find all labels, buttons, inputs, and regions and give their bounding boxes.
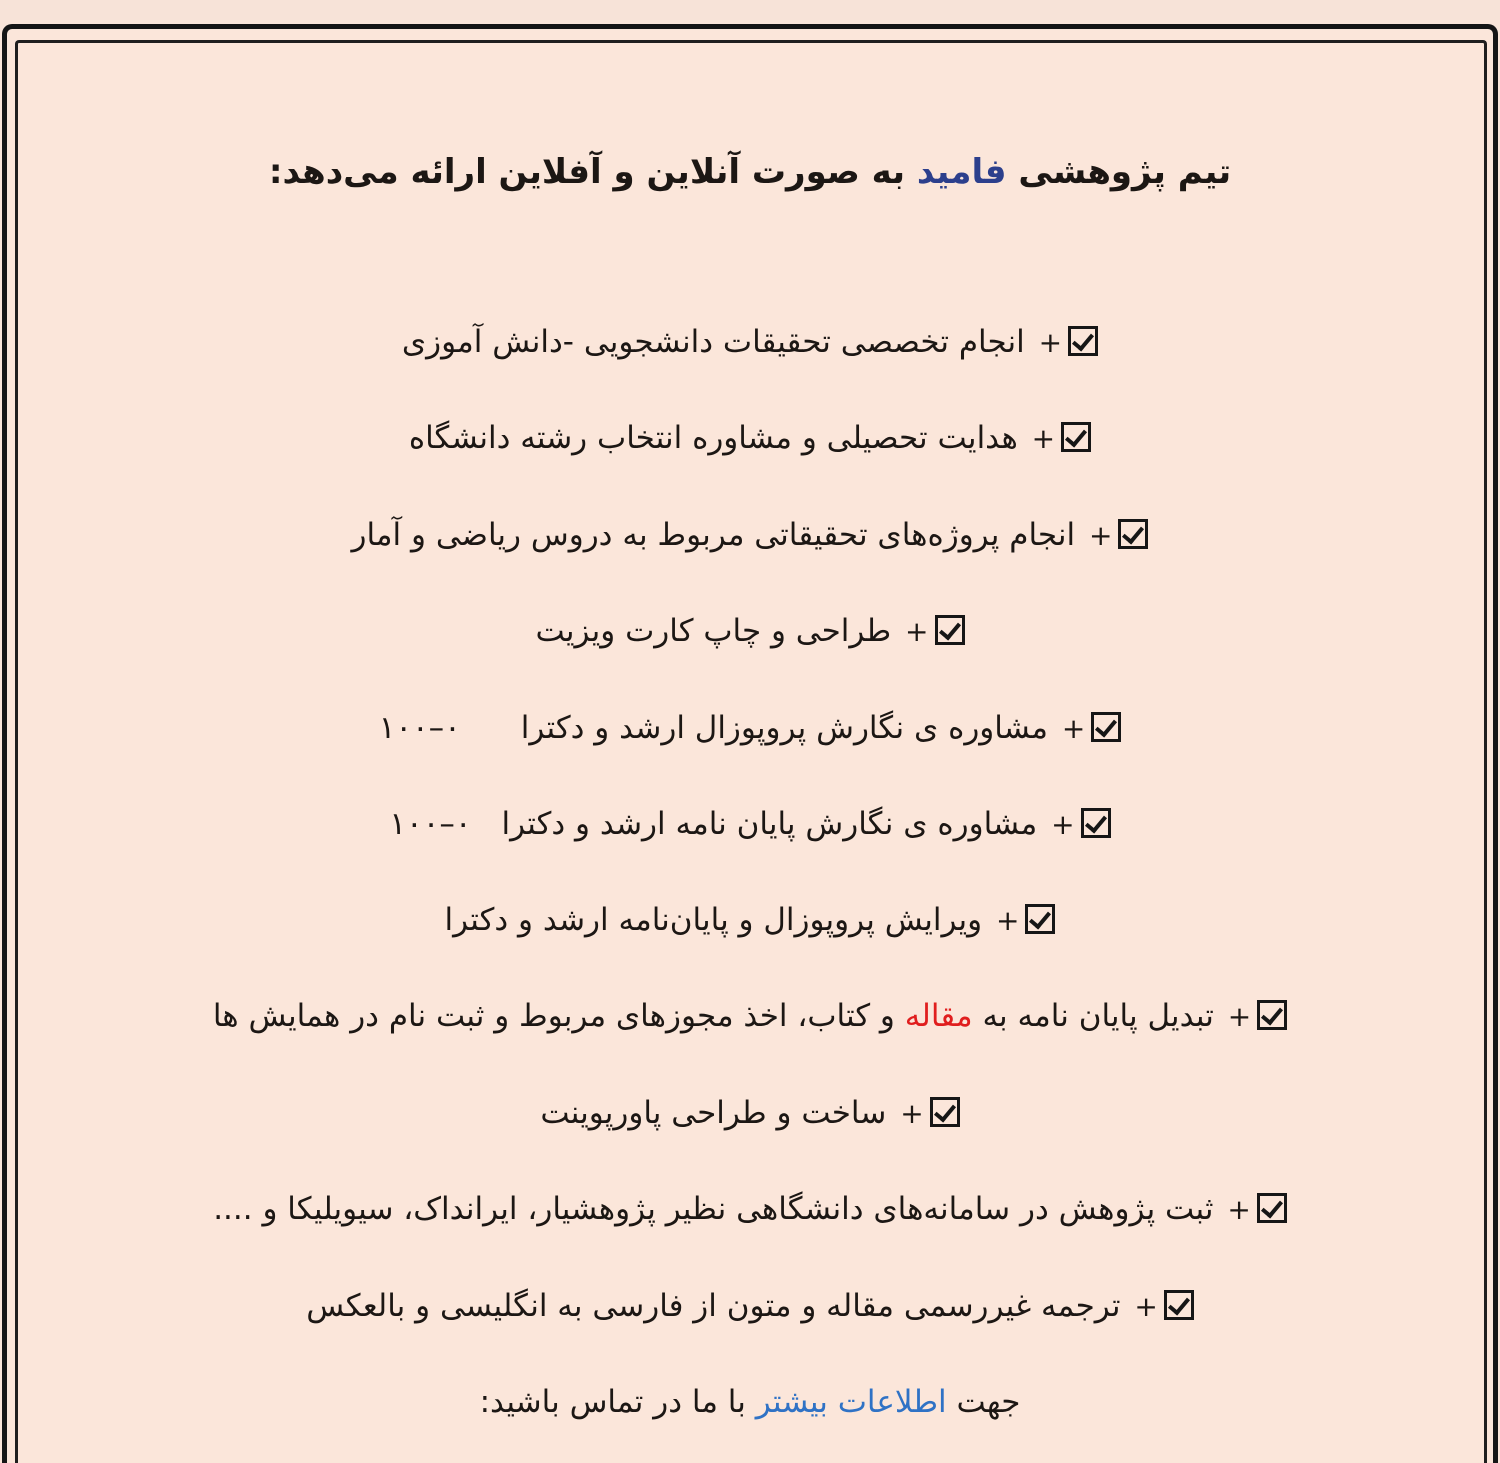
service-range: ۰–۱۰۰: [378, 710, 461, 746]
service-text: ساخت و طراحی پاورپوینت: [540, 1095, 887, 1131]
service-item: [0, 800, 1500, 849]
check-box-icon: [1081, 808, 1111, 838]
brand-name: فامید: [916, 152, 1007, 192]
service-text: انجام تخصصی تحقیقات دانشجویی -دانش آموزی: [401, 324, 1025, 360]
service-text: طراحی و چاپ کارت ویزیت: [535, 613, 892, 649]
service-item: [0, 704, 1500, 753]
service-item: [0, 992, 1500, 1041]
top-strip: [0, 0, 1500, 20]
plus-sign: +: [1051, 808, 1075, 841]
service-text: مشاوره ی نگارش پایان نامه ارشد و دکترا: [501, 806, 1038, 842]
service-text-before: تبدیل پایان نامه به: [982, 998, 1214, 1034]
plus-sign: +: [1227, 1000, 1252, 1033]
check-box-icon: [1068, 326, 1098, 356]
service-text: مشاوره ی نگارش پروپوزال ارشد و دکترا: [520, 710, 1048, 746]
service-item: [0, 896, 1500, 945]
plus-sign: +: [996, 904, 1020, 937]
service-item: [0, 607, 1500, 656]
check-box-icon: [930, 1097, 960, 1127]
service-item: [0, 1089, 1500, 1138]
contact-highlight: اطلاعات بیشتر: [755, 1384, 947, 1420]
service-item: [0, 1185, 1500, 1234]
check-box-icon: [1257, 1193, 1287, 1223]
plus-sign: +: [1061, 712, 1086, 745]
service-item: [0, 1282, 1500, 1331]
service-text: ترجمه غیررسمی مقاله و متون از فارسی به انگلیسی و بالعکس: [306, 1288, 1121, 1324]
title-part-1: تیم پژوهشی: [1018, 152, 1232, 192]
check-box-icon: [1257, 1000, 1287, 1030]
highlight-article: مقاله: [904, 998, 973, 1034]
service-text: ثبت پژوهش در سامانه‌های دانشگاهی نظیر پژوهشیار، ایرانداک، سیویلیکا و ....: [213, 1191, 1214, 1227]
check-box-icon: [935, 615, 965, 645]
plus-sign: +: [905, 615, 929, 648]
service-text-after: و کتاب، اخذ مجوزهای مربوط و ثبت نام در همایش ها: [212, 998, 895, 1034]
service-text: هدایت تحصیلی و مشاوره انتخاب رشته دانشگاه: [408, 420, 1018, 456]
service-text: ویرایش پروپوزال و پایان‌نامه ارشد و دکترا: [444, 902, 983, 938]
check-box-icon: [1118, 519, 1148, 549]
contact-before: جهت: [956, 1384, 1021, 1420]
service-item: [0, 318, 1500, 367]
plus-sign: +: [1038, 326, 1063, 359]
contact-line: [0, 1378, 1500, 1426]
check-box-icon: [1061, 422, 1091, 452]
plus-sign: +: [1134, 1290, 1158, 1323]
plus-sign: +: [1089, 519, 1113, 552]
contact-after: با ما در تماس باشید:: [479, 1384, 746, 1420]
service-item: [0, 511, 1500, 560]
page-title: [0, 146, 1500, 198]
plus-sign: +: [1031, 422, 1056, 455]
plus-sign: +: [1227, 1193, 1251, 1226]
check-box-icon: [1025, 904, 1055, 934]
check-box-icon: [1091, 712, 1121, 742]
service-range: ۰–۱۰۰: [389, 806, 472, 842]
service-item: [0, 414, 1500, 463]
service-text: انجام پروژه‌های تحقیقاتی مربوط به دروس ریاضی و آمار: [351, 517, 1076, 553]
check-box-icon: [1164, 1290, 1194, 1320]
plus-sign: +: [900, 1097, 924, 1130]
title-part-2: به صورت آنلاین و آفلاین ارائه می‌دهد:: [268, 152, 906, 192]
